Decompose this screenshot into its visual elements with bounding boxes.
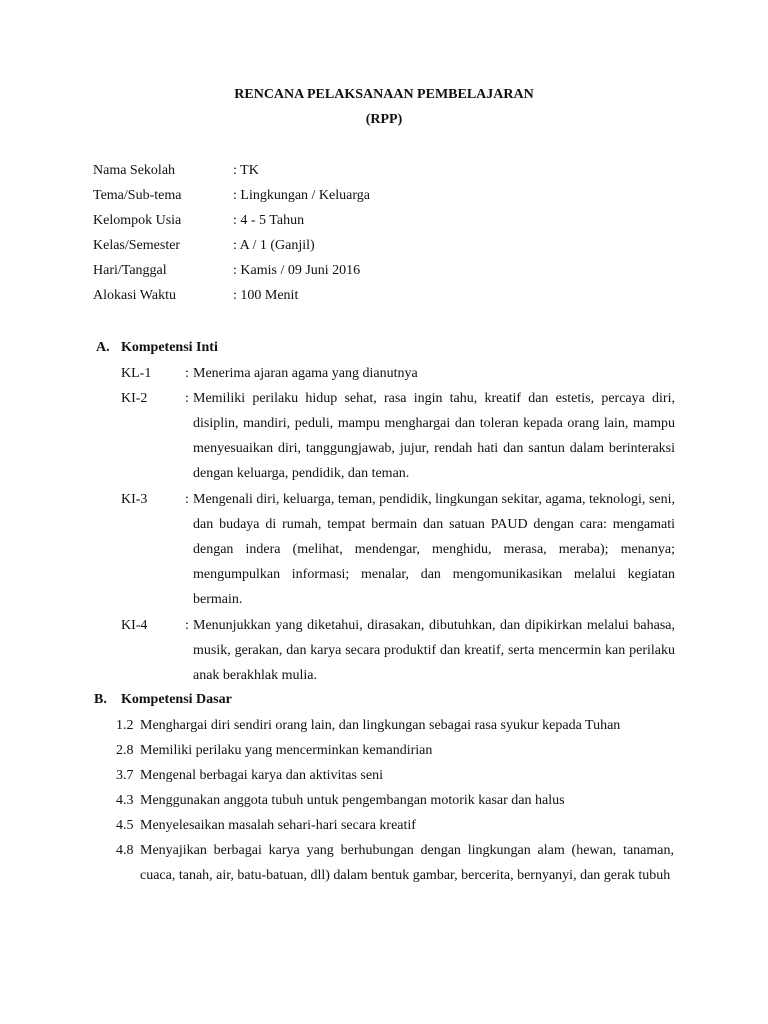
ki-item-kl1: [121, 361, 681, 386]
ki-code: KL-1: [121, 366, 152, 381]
kd-text: Menyelesaikan masalah sehari-hari secara kreatif: [140, 818, 416, 833]
kd-number: 4.8: [116, 843, 134, 858]
ki-code: KI-2: [121, 391, 148, 406]
info-value: : Kamis / 09 Juni 2016: [233, 263, 361, 278]
ki-colon: :: [185, 366, 189, 381]
ki-text: Menerima ajaran agama yang dianutnya: [193, 366, 418, 381]
kd-text: Memiliki perilaku yang mencerminkan kemandirian: [140, 743, 433, 758]
section-letter: B.: [94, 692, 107, 707]
info-value: : TK: [233, 163, 259, 178]
kd-item-4-3: [116, 788, 681, 813]
kd-item-4-8: [116, 838, 681, 913]
kd-number: 4.3: [116, 793, 134, 808]
info-label: Kelompok Usia: [93, 213, 182, 228]
ki-colon: :: [185, 618, 189, 633]
kd-number: 3.7: [116, 768, 134, 783]
info-value: : Lingkungan / Keluarga: [233, 188, 370, 203]
info-value: : 100 Menit: [233, 288, 299, 303]
ki-code: KI-3: [121, 492, 148, 507]
section-title: Kompetensi Inti: [121, 340, 218, 355]
info-label: Kelas/Semester: [93, 238, 181, 253]
kd-number: 2.8: [116, 743, 134, 758]
kd-item-4-5: [116, 813, 681, 838]
ki-text: Menunjukkan yang diketahui, dirasakan, dibutuhkan, dan dipikirkan melalui bahasa, musik, gerakan, dan karya secara produktif dan kreatif, serta mencermin kan perilaku anak berakhlak mulia.: [193, 618, 675, 683]
ki-item-ki3: [121, 487, 681, 612]
document-subtitle: (RPP): [365, 112, 403, 127]
kd-text: Mengenal berbagai karya dan aktivitas seni: [140, 768, 383, 783]
kd-number: 1.2: [116, 718, 134, 733]
info-label: Alokasi Waktu: [93, 288, 176, 303]
section-title: Kompetensi Dasar: [121, 692, 232, 707]
info-label: Hari/Tanggal: [93, 263, 167, 278]
kd-text: Menghargai diri sendiri orang lain, dan lingkungan sebagai rasa syukur kepada Tuhan: [140, 718, 621, 733]
info-value: : A / 1 (Ganjil): [233, 238, 315, 253]
kd-number: 4.5: [116, 818, 134, 833]
kd-text: Menggunakan anggota tubuh untuk pengembangan motorik kasar dan halus: [140, 793, 565, 808]
section-letter: A.: [96, 340, 110, 355]
document-title: RENCANA PELAKSANAAN PEMBELAJARAN: [234, 87, 534, 102]
ki-text: Memiliki perilaku hidup sehat, rasa ingin tahu, kreatif dan estetis, percaya diri, disiplin, mandiri, peduli, mampu menghargai dan toleran kepada orang lain, mampu menyesuaikan diri, tanggungjawab, jujur, rendah hati dan santun dalam berinteraksi dengan keluarga, pendidik, dan teman.: [193, 391, 675, 481]
ki-code: KI-4: [121, 618, 148, 633]
info-label: Nama Sekolah: [93, 163, 176, 178]
kd-item-3-7: [116, 763, 681, 788]
ki-colon: :: [185, 492, 189, 507]
ki-colon: :: [185, 391, 189, 406]
info-value: : 4 - 5 Tahun: [233, 213, 305, 228]
ki-item-ki4: [121, 613, 681, 688]
kd-item-1-2: [116, 713, 681, 738]
ki-text: Mengenali diri, keluarga, teman, pendidik, lingkungan sekitar, agama, teknologi, seni, dan budaya di rumah, tempat bermain dan satuan PAUD dengan cara: mengamati dengan indera (melihat, mendengar, menghidu, merasa, meraba); menanya; mengumpulkan informasi; menalar, dan mengomunikasikan melalui kegiatan bermain.: [193, 492, 675, 607]
kd-item-2-8: [116, 738, 681, 763]
kd-text: Menyajikan berbagai karya yang berhubungan dengan lingkungan alam (hewan, tanaman, cuaca, tanah, air, batu-batuan, dll) dalam bentuk gambar, bercerita, bernyanyi, dan gerak tubuh: [140, 843, 674, 883]
ki-item-ki2: [121, 386, 681, 486]
info-label: Tema/Sub-tema: [93, 188, 182, 203]
